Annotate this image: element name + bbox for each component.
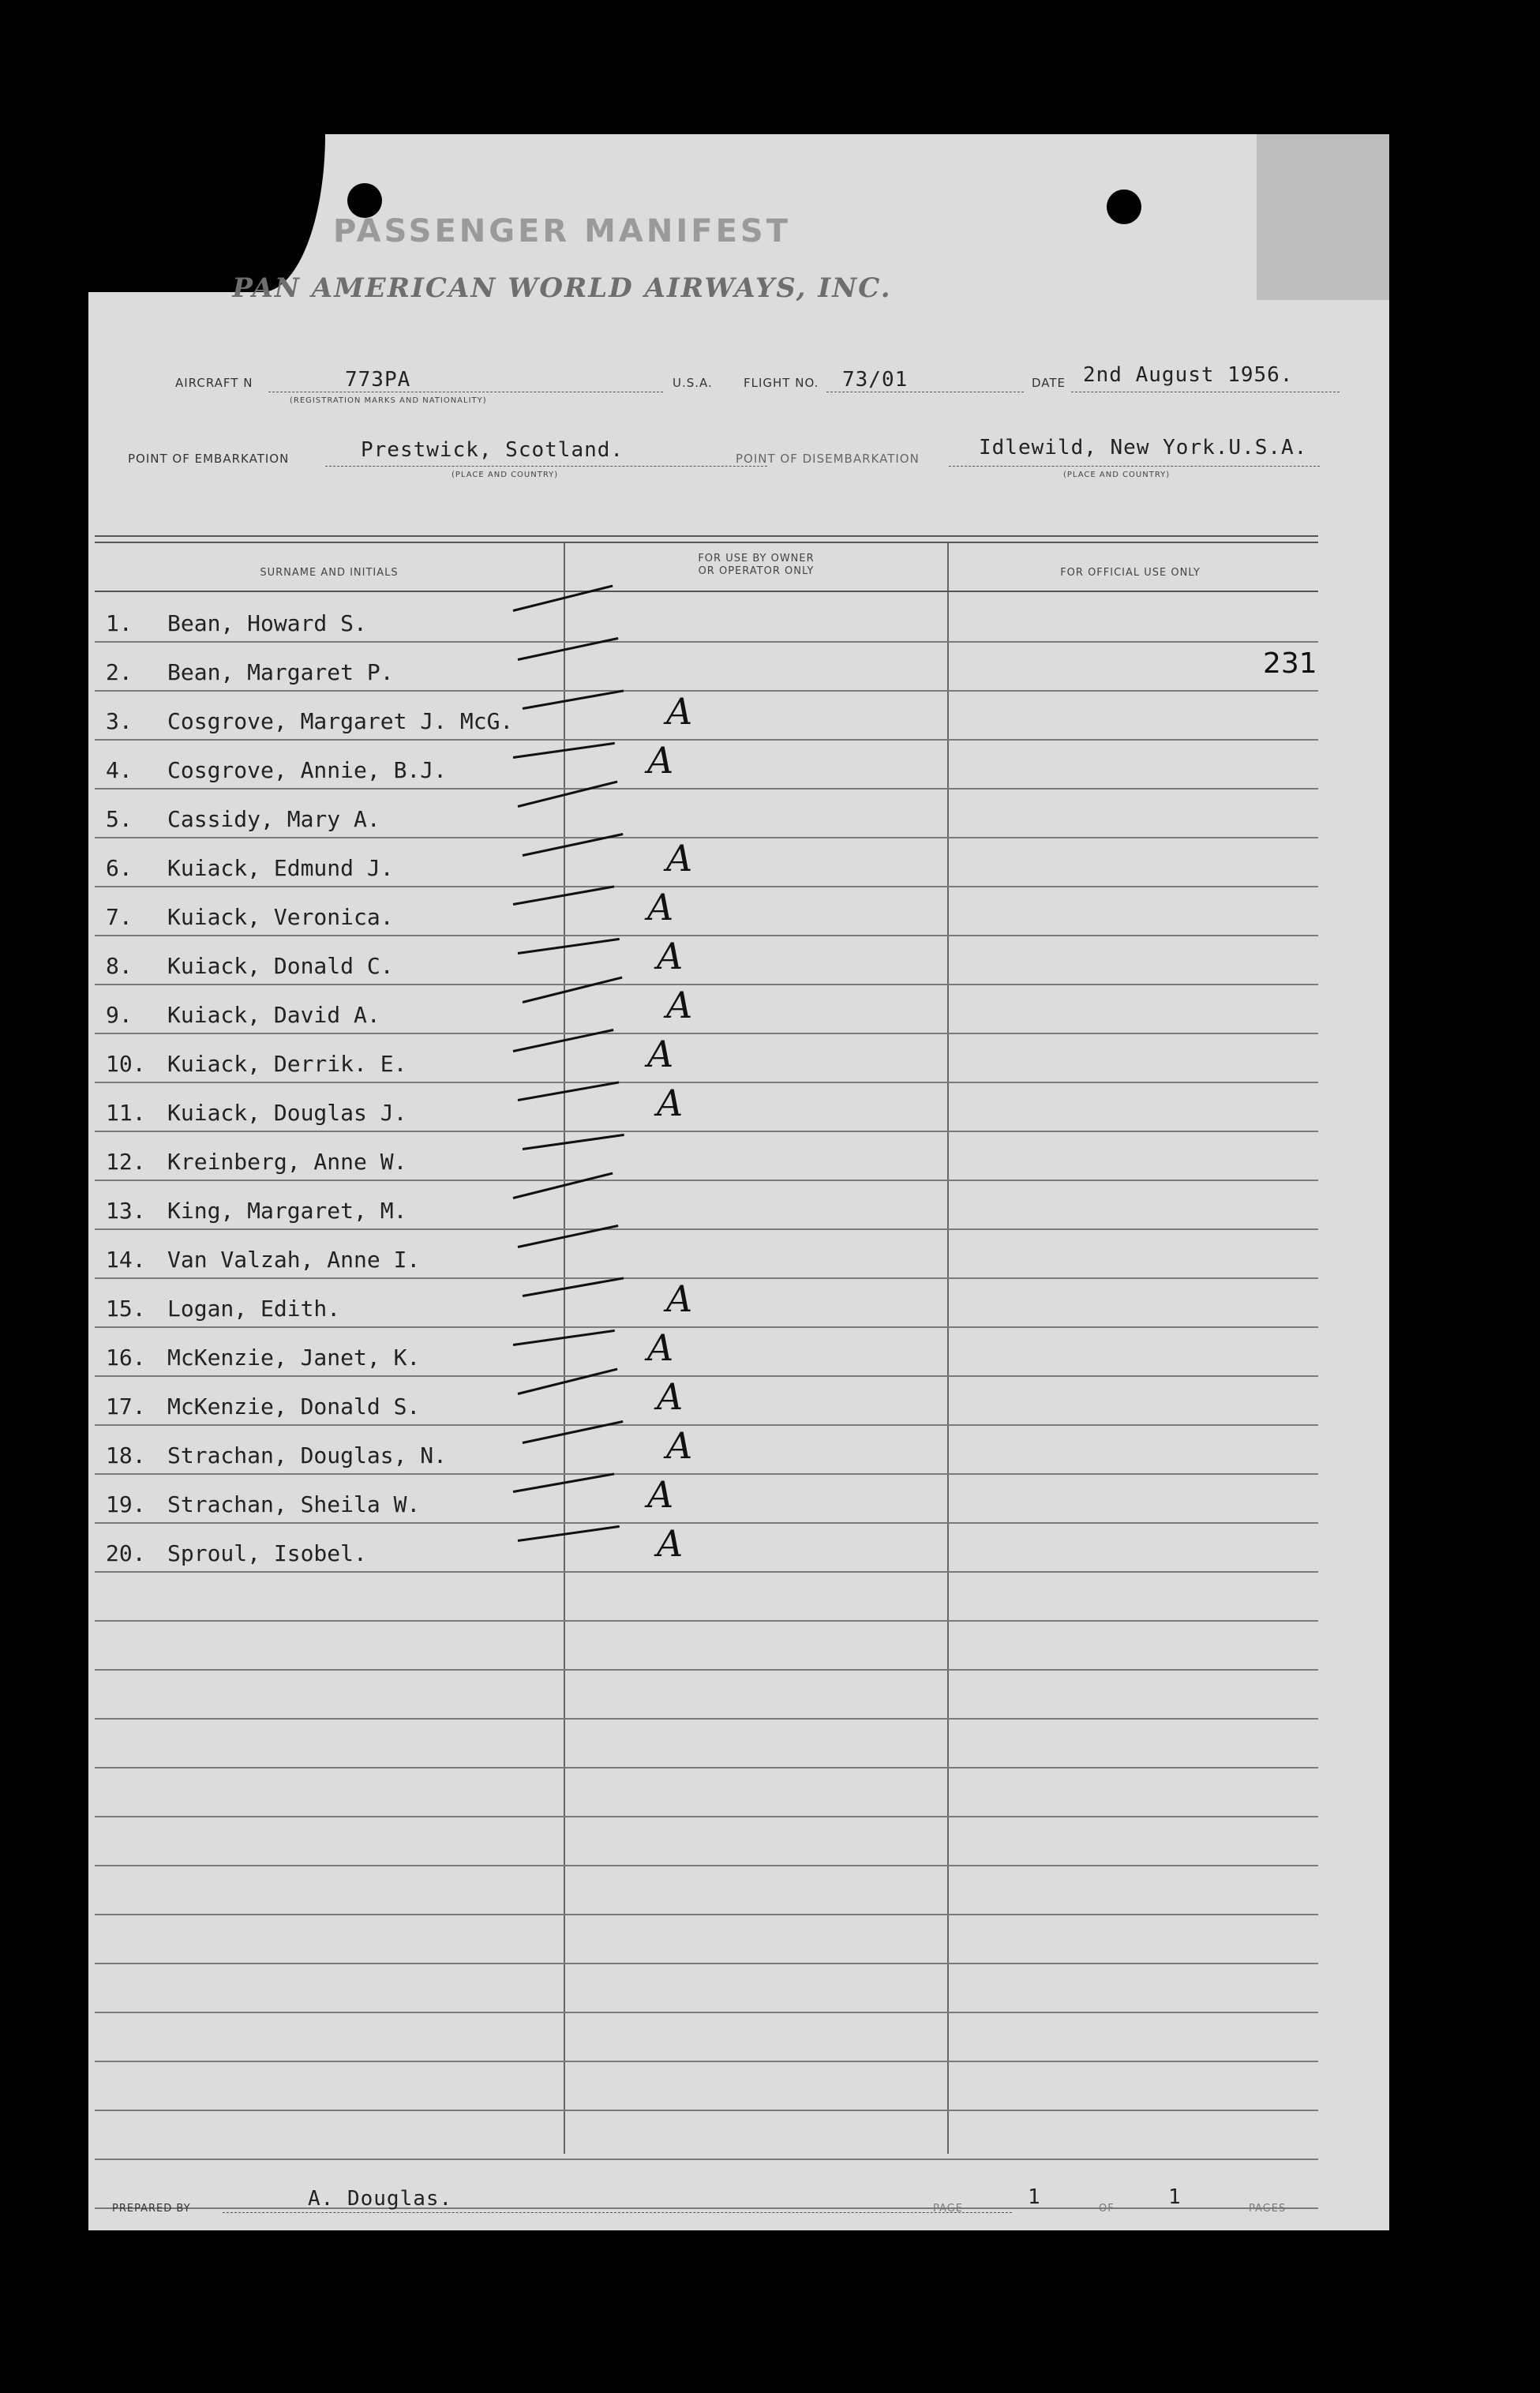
- manifest-title: PASSENGER MANIFEST: [333, 213, 791, 249]
- punch-hole-right: [1107, 189, 1141, 224]
- passenger-name: Sproul, Isobel.: [167, 1540, 367, 1566]
- empty-row: [95, 1620, 1318, 1671]
- owner-column-header-2: OR OPERATOR ONLY: [698, 565, 815, 577]
- date-label: DATE: [1032, 376, 1066, 390]
- official-column-header: FOR OFFICIAL USE ONLY: [1060, 567, 1201, 579]
- tick-mark: [513, 742, 615, 759]
- passenger-row: [95, 1033, 1318, 1083]
- passenger-row: [95, 1082, 1318, 1132]
- aircraft-label: AIRCRAFT N: [175, 376, 253, 390]
- handwritten-a-mark: A: [647, 886, 674, 928]
- passenger-row: [95, 788, 1318, 838]
- passenger-name: Bean, Howard S.: [167, 610, 367, 636]
- pages-label: PAGES: [1249, 2203, 1287, 2215]
- passenger-row: [95, 1277, 1318, 1328]
- passenger-name: McKenzie, Donald S.: [167, 1393, 421, 1420]
- passenger-row: [95, 935, 1318, 985]
- passenger-name: Kuiack, David A.: [167, 1002, 380, 1028]
- tick-mark: [513, 1472, 615, 1493]
- empty-row: [95, 1718, 1318, 1768]
- passenger-row: [95, 739, 1318, 790]
- passenger-number: 3.: [106, 708, 133, 734]
- passenger-number: 18.: [106, 1442, 146, 1468]
- passenger-name: Kuiack, Edmund J.: [167, 855, 394, 881]
- tick-mark: [518, 1081, 620, 1101]
- table-top-rule-2: [95, 542, 1318, 543]
- disembarkation-underline: [949, 466, 1320, 467]
- manifest-sheet: [88, 134, 1389, 2230]
- page-label: PAGE: [933, 2203, 963, 2215]
- empty-row: [95, 1865, 1318, 1915]
- passenger-row: [95, 1522, 1318, 1573]
- passenger-row: [95, 641, 1318, 692]
- passenger-name: McKenzie, Janet, K.: [167, 1345, 421, 1371]
- handwritten-a-mark: A: [666, 1424, 693, 1467]
- empty-row: [95, 1914, 1318, 1964]
- passenger-number: 9.: [106, 1002, 133, 1028]
- passenger-number: 1.: [106, 610, 133, 636]
- prepared-by-label: PREPARED BY: [112, 2203, 191, 2215]
- handwritten-a-mark: A: [657, 935, 684, 977]
- passenger-number: 16.: [106, 1345, 146, 1371]
- passenger-name: Strachan, Sheila W.: [167, 1491, 421, 1517]
- tick-mark: [523, 1134, 624, 1150]
- empty-row: [95, 1767, 1318, 1817]
- empty-row: [95, 2061, 1318, 2111]
- disembarkation-value: Idlewild, New York.U.S.A.: [979, 436, 1308, 459]
- official-note: 231: [1263, 647, 1317, 680]
- passenger-name: Cassidy, Mary A.: [167, 806, 380, 832]
- passenger-number: 5.: [106, 806, 133, 832]
- tick-mark: [513, 885, 615, 906]
- handwritten-a-mark: A: [657, 1375, 684, 1418]
- tick-mark: [518, 637, 619, 661]
- aircraft-value: 773PA: [345, 368, 411, 392]
- empty-row: [95, 1816, 1318, 1866]
- tick-mark: [523, 689, 624, 710]
- passenger-name: Kuiack, Veronica.: [167, 904, 394, 930]
- passenger-row: [95, 1228, 1318, 1279]
- passenger-number: 8.: [106, 953, 133, 979]
- passenger-name: Van Valzah, Anne I.: [167, 1247, 421, 1273]
- passenger-row: [95, 1180, 1318, 1230]
- surname-column-header: SURNAME AND INITIALS: [260, 567, 399, 579]
- tick-mark: [518, 1525, 620, 1542]
- passenger-row: [95, 1375, 1318, 1426]
- passenger-number: 11.: [106, 1100, 146, 1126]
- handwritten-a-mark: A: [666, 1277, 693, 1320]
- passenger-row: [95, 837, 1318, 887]
- passenger-name: King, Margaret, M.: [167, 1198, 407, 1224]
- empty-row: [95, 2159, 1318, 2209]
- flight-value: 73/01: [842, 368, 909, 392]
- passenger-row: [95, 886, 1318, 936]
- owner-column-header-1: FOR USE BY OWNER: [698, 553, 815, 564]
- handwritten-a-mark: A: [647, 1473, 674, 1516]
- of-label: OF: [1099, 2203, 1115, 2215]
- passenger-number: 17.: [106, 1393, 146, 1420]
- passenger-name: Cosgrove, Annie, B.J.: [167, 757, 448, 783]
- embarkation-underline: [325, 466, 767, 467]
- embarkation-label: POINT OF EMBARKATION: [128, 452, 290, 466]
- passenger-name: Kuiack, Donald C.: [167, 953, 394, 979]
- tick-mark: [523, 1277, 624, 1297]
- empty-row: [95, 1669, 1318, 1720]
- empty-row: [95, 2207, 1318, 2230]
- tick-mark: [513, 1029, 614, 1052]
- handwritten-a-mark: A: [647, 1326, 674, 1369]
- passenger-number: 20.: [106, 1540, 146, 1566]
- flight-label: FLIGHT NO.: [744, 376, 819, 390]
- tick-mark: [518, 938, 620, 955]
- prepared-underline: [223, 2212, 1012, 2213]
- passenger-number: 10.: [106, 1051, 146, 1077]
- passenger-number: 2.: [106, 659, 133, 685]
- prepared-by-value: A. Douglas.: [308, 2187, 453, 2211]
- handwritten-a-mark: A: [647, 1033, 674, 1075]
- empty-row: [95, 1571, 1318, 1622]
- handwritten-a-mark: A: [666, 690, 693, 733]
- handwritten-a-mark: A: [657, 1522, 684, 1565]
- passenger-number: 7.: [106, 904, 133, 930]
- passenger-number: 15.: [106, 1296, 146, 1322]
- passenger-row: [95, 690, 1318, 741]
- handwritten-a-mark: A: [666, 837, 693, 880]
- passenger-row: [95, 1473, 1318, 1524]
- passenger-number: 4.: [106, 757, 133, 783]
- passenger-number: 12.: [106, 1149, 146, 1175]
- of-value: 1: [1168, 2185, 1182, 2209]
- handwritten-a-mark: A: [657, 1082, 684, 1124]
- tick-mark: [523, 833, 624, 857]
- passenger-row: [95, 1326, 1318, 1377]
- passenger-name: Bean, Margaret P.: [167, 659, 394, 685]
- passenger-name: Kuiack, Douglas J.: [167, 1100, 407, 1126]
- passenger-number: 14.: [106, 1247, 146, 1273]
- passenger-number: 19.: [106, 1491, 146, 1517]
- company-name: PAN AMERICAN WORLD AIRWAYS, INC.: [232, 272, 892, 304]
- aircraft-caption: (REGISTRATION MARKS AND NATIONALITY): [290, 396, 487, 405]
- tick-mark: [523, 1420, 624, 1444]
- aircraft-country: U.S.A.: [673, 376, 713, 390]
- tick-mark: [518, 1225, 619, 1248]
- torn-edge-right: [1257, 134, 1389, 300]
- empty-row: [95, 1963, 1318, 2013]
- passenger-row: [95, 1424, 1318, 1475]
- passenger-number: 13.: [106, 1198, 146, 1224]
- passenger-number: 6.: [106, 855, 133, 881]
- date-value: 2nd August 1956.: [1083, 363, 1294, 387]
- handwritten-a-mark: A: [647, 739, 674, 782]
- disembarkation-caption: (PLACE AND COUNTRY): [1063, 471, 1171, 479]
- disembarkation-label: POINT OF DISEMBARKATION: [736, 452, 920, 466]
- table-top-rule: [95, 535, 1318, 537]
- tick-mark: [513, 1330, 615, 1346]
- embarkation-caption: (PLACE AND COUNTRY): [452, 471, 559, 479]
- empty-row: [95, 2012, 1318, 2062]
- passenger-row: [95, 984, 1318, 1034]
- passenger-name: Strachan, Douglas, N.: [167, 1442, 448, 1468]
- passenger-name: Kuiack, Derrik. E.: [167, 1051, 407, 1077]
- passenger-name: Logan, Edith.: [167, 1296, 341, 1322]
- passenger-row: [95, 1131, 1318, 1181]
- passenger-name: Kreinberg, Anne W.: [167, 1149, 407, 1175]
- embarkation-value: Prestwick, Scotland.: [361, 438, 624, 462]
- empty-row: [95, 2110, 1318, 2160]
- page-value: 1: [1028, 2185, 1041, 2209]
- passenger-row: [95, 592, 1318, 643]
- handwritten-a-mark: A: [666, 984, 693, 1026]
- passenger-name: Cosgrove, Margaret J. McG.: [167, 708, 514, 734]
